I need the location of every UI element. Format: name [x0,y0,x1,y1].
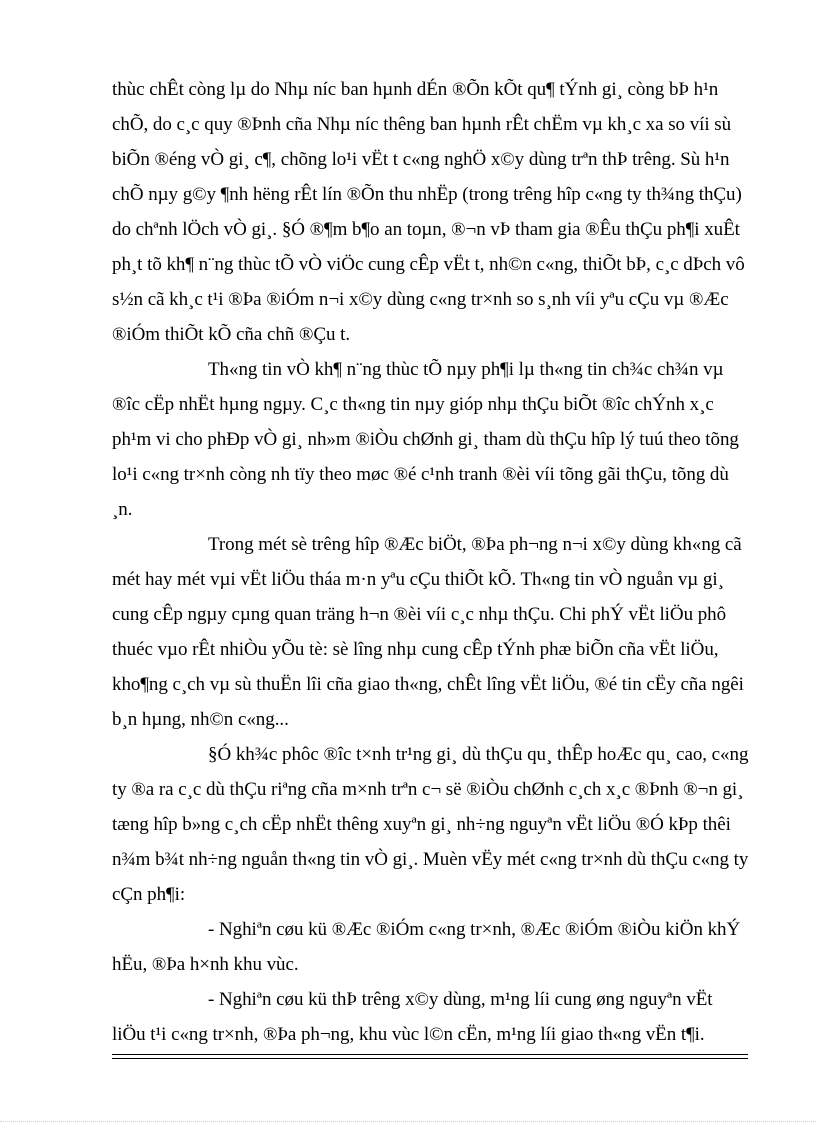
body-text-line: ¸n. [112,499,133,520]
body-text-line: hËu, ®Þa h×nh khu vùc. [112,954,299,975]
body-text-line: liÖu t¹i c«ng tr×nh, ®Þa ph¬ng, khu vùc l©n cËn, m¹ng líi giao th«ng vËn t¶i. [112,1024,705,1045]
body-text-line: b¸n hµng, nh©n c«ng... [112,709,289,730]
body-text-line: cÇn ph¶i: [112,884,186,905]
body-text-line: lo¹i c«ng tr×nh còng nh tïy theo møc ®é c¹nh tranh ®èi víi tõng gãi thÇu, tõng dù [112,464,729,485]
body-text-line: thuéc vµo rÊt nhiÒu yÕu tè: sè lîng nhµ cung cÊp tÝnh phæ biÕn cña vËt liÖu, [112,639,719,660]
paragraph-first-line: §Ó kh¾c phôc ®îc t×nh tr¹ng gi¸ dù thÇu qu¸ thÊp hoÆc qu¸ cao, c«ng [208,744,749,765]
body-text-line: kho¶ng c¸ch vµ sù thuËn lîi cña giao th«ng, chÊt lîng vËt liÖu, ®é tin cËy cña ngêi [112,674,744,695]
list-item-line: - Nghiªn cøu kü thÞ trêng x©y dùng, m¹ng líi cung øng nguyªn vËt [208,989,713,1010]
body-text-line: ty ®a ra c¸c dù thÇu riªng cña m×nh trªn c¬ së ®iÒu chØnh c¸ch x¸c ®Þnh ®¬n gi¸ [112,779,744,800]
footer-rule-thin [112,1058,748,1059]
body-text-line: cung cÊp ngµy cµng quan träng h¬n ®èi víi c¸c nhµ thÇu. Chi phÝ vËt liÖu phô [112,604,727,625]
body-text-line: mét hay mét vµi vËt liÖu tháa m·n yªu cÇu thiÕt kÕ. Th«ng tin vÒ nguån vµ gi¸ [112,569,724,590]
body-text-line: biÕn ®éng vÒ gi¸ c¶, chõng lo¹i vËt t c«ng nghÖ x©y dùng trªn thÞ trêng. Sù h¹n [112,149,730,170]
footer-rule-thick [112,1054,748,1055]
body-text-line: ph¹m vi cho phÐp vÒ gi¸ nh»m ®iÒu chØnh gi¸ tham dù thÇu hîp lý tuú theo tõng [112,429,739,450]
body-text-line: tæng hîp b»ng c¸ch cËp nhËt thêng xuyªn gi¸ nh÷ng nguyªn vËt liÖu ®Ó kÞp thêi [112,814,731,835]
body-text-line: do chªnh lÖch vÒ gi¸. §Ó ®¶m b¶o an toµn, ®¬n vÞ tham gia ®Êu thÇu ph¶i xuÊt [112,219,740,240]
body-text-line: ®îc cËp nhËt hµng ngµy. C¸c th«ng tin nµy gióp nhµ thÇu biÕt ®îc chÝnh x¸c [112,394,714,415]
paragraph-first-line: Th«ng tin vÒ kh¶ n¨ng thùc tÕ nµy ph¶i lµ th«ng tin ch¾c ch¾n vµ [208,359,724,380]
body-text-line: ph¸t tõ kh¶ n¨ng thùc tÕ vÒ viÖc cung cÊp vËt t, nh©n c«ng, thiÕt bÞ, c¸c dÞch vô [112,254,745,275]
body-text-line: ®iÓm thiÕt kÕ cña chñ ®Çu t. [112,324,351,345]
paragraph-first-line: Trong mét sè trêng hîp ®Æc biÖt, ®Þa ph¬ng n¬i x©y dùng kh«ng cã [208,534,742,555]
body-text-line: chÕ, do c¸c quy ®Þnh cña Nhµ níc thêng ban hµnh rÊt chËm vµ kh¸c xa so víi sù [112,114,732,135]
body-text-line: n¾m b¾t nh÷ng nguån th«ng tin vÒ gi¸. Muèn vËy mét c«ng tr×nh dù thÇu c«ng ty [112,849,749,870]
body-text-line: chÕ nµy g©y ¶nh hëng rÊt lín ®Õn thu nhËp (trong trêng hîp c«ng ty th¾ng thÇu) [112,184,742,205]
page-bottom-border [0,1121,816,1122]
body-text-line: thùc chÊt còng lµ do Nhµ níc ban hµnh dÉn ®Õn kÕt qu¶ tÝnh gi¸ còng bÞ h¹n [112,79,719,100]
body-text-line: s½n cã kh¸c t¹i ®Þa ®iÓm n¬i x©y dùng c«ng tr×nh so s¸nh víi yªu cÇu vµ ®Æc [112,289,729,310]
list-item-line: - Nghiªn cøu kü ®Æc ®iÓm c«ng tr×nh, ®Æc ®iÓm ®iÒu kiÖn khÝ [208,919,741,940]
